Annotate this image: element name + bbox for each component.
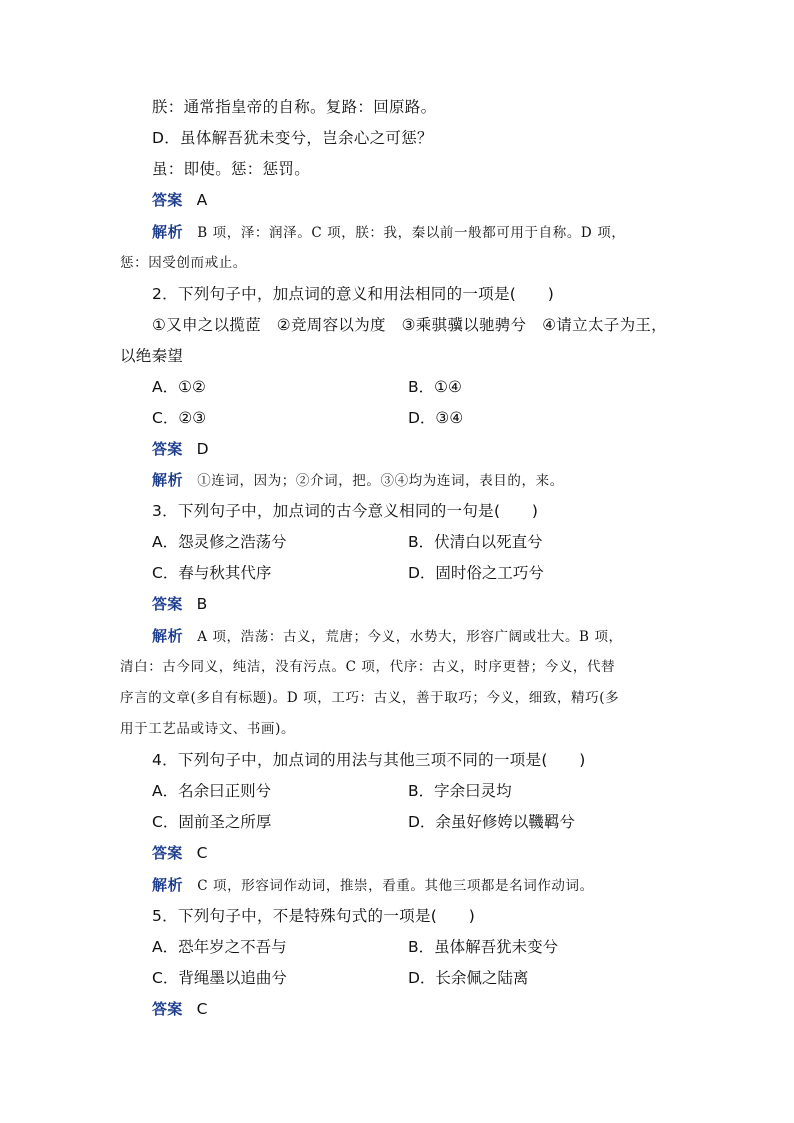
answer-value: B — [196, 595, 208, 613]
answer-label: 答案 — [152, 440, 183, 458]
answer-label: 答案 — [152, 844, 183, 862]
option-b: B．字余曰灵均 — [408, 782, 512, 800]
option-a: A．怨灵修之浩荡兮 — [152, 533, 287, 551]
answer-value: C — [196, 1000, 208, 1018]
gloss-line: 朕：通常指皇帝的自称。复路：回原路。 — [152, 98, 437, 116]
answer-value: D — [196, 440, 209, 458]
explanation-label: 解析 — [152, 627, 184, 645]
explanation-line — [152, 626, 623, 647]
option-a: A．①② — [152, 378, 206, 396]
explanation-text: A 项，浩荡：古义，荒唐；今义，水势大，形容广阔或壮大。B 项， — [197, 629, 623, 645]
explanation-text: 清白：古今同义，纯洁，没有污点。C 项，代序：古义，时序更替；今义，代替 — [120, 659, 616, 675]
option-b: B．伏清白以死直兮 — [408, 533, 543, 551]
explanation-text: ①连词，因为；②介词，把。③④均为连词，表目的，来。 — [197, 473, 564, 489]
explanation-text: B 项，泽：润泽。C 项，朕：我，秦以前一般都可用于自称。D 项， — [197, 225, 626, 241]
explanation-label: 解析 — [152, 876, 184, 894]
option-c: C．②③ — [152, 409, 207, 427]
explanation-line — [152, 470, 564, 491]
question-stem: 4．下列句子中，加点词的用法与其他三项不同的一项是( ) — [152, 751, 586, 769]
explanation-line — [152, 222, 625, 243]
answer-line — [152, 594, 208, 614]
option-d: D．固时俗之工巧兮 — [408, 564, 544, 582]
explanation-label: 解析 — [152, 223, 184, 241]
option-a: A．恐年岁之不吾与 — [152, 938, 287, 956]
option-c: C．背绳墨以追曲兮 — [152, 969, 287, 987]
option-d: D．③④ — [408, 409, 464, 427]
question-items: ①又申之以揽茝 ②竞周容以为度 ③乘骐骥以驰骋兮 ④请立太子为王， — [152, 316, 667, 334]
question-stem: 5．下列句子中，不是特殊句式的一项是( ) — [152, 907, 476, 925]
answer-value: A — [196, 191, 208, 209]
answer-line — [152, 439, 209, 459]
answer-label: 答案 — [152, 1000, 183, 1018]
gloss-line: 虽：即使。惩：惩罚。 — [152, 160, 311, 178]
question-stem: 3．下列句子中，加点词的古今意义相同的一句是( ) — [152, 502, 539, 520]
answer-value: C — [196, 844, 208, 862]
explanation-text: 序言的文章(多自有标题)。D 项，工巧：古义，善于取巧；今义，细致，精巧(多 — [120, 690, 620, 706]
answer-line — [152, 190, 208, 210]
explanation-line — [152, 875, 594, 896]
option-c: C．固前圣之所厚 — [152, 813, 272, 831]
option-b: B．虽体解吾犹未变兮 — [408, 938, 559, 956]
answer-label: 答案 — [152, 191, 183, 209]
question-items: 以绝秦望 — [120, 347, 184, 365]
answer-label: 答案 — [152, 595, 183, 613]
option-a: A．名余曰正则兮 — [152, 782, 272, 800]
explanation-text: 惩：因受创而戒止。 — [120, 255, 247, 271]
answer-line — [152, 999, 208, 1019]
explanation-label: 解析 — [152, 471, 184, 489]
option-d: D．余虽好修姱以鞿羁兮 — [408, 813, 575, 831]
explanation-text: C 项，形容词作动词，推崇，看重。其他三项都是名词作动词。 — [197, 878, 594, 894]
option-c: C．春与秋其代序 — [152, 564, 272, 582]
option-d-line: D．虽体解吾犹未变兮，岂余心之可惩？ — [152, 129, 433, 147]
explanation-text: 用于工艺品或诗文、书画)。 — [120, 721, 296, 737]
option-b: B．①④ — [408, 378, 462, 396]
question-stem: 2．下列句子中，加点词的意义和用法相同的一项是( ) — [152, 285, 555, 303]
option-d: D．长余佩之陆离 — [408, 969, 529, 987]
answer-line — [152, 843, 208, 863]
